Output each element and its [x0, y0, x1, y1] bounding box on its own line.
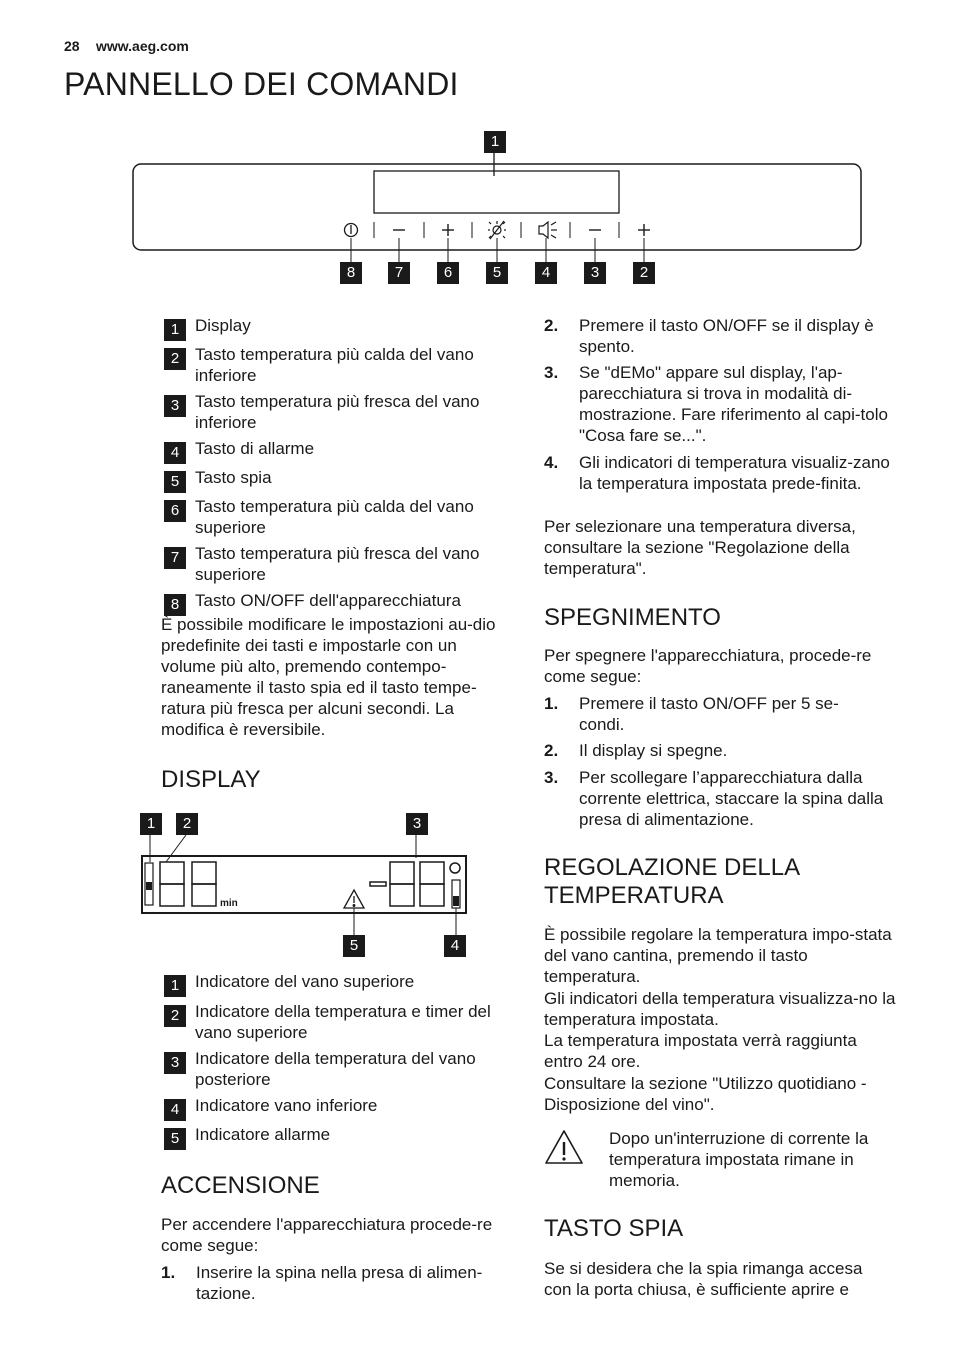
list-item — [544, 452, 896, 515]
legend-text: Display — [195, 316, 251, 335]
control-panel-diagram — [0, 0, 954, 300]
legend-text: Indicatore della temperatura e timer del vano superiore — [195, 1002, 491, 1042]
step-number: 1. — [161, 1263, 176, 1282]
light-icon — [488, 221, 506, 239]
step-text: Premere il tasto ON/OFF se il display è spento. — [579, 316, 874, 356]
regolazione-paragraph: Consultare la sezione "Utilizzo quotidiano - Disposizione del vino". — [544, 1074, 867, 1114]
callout-tag: 5 — [486, 262, 508, 284]
step-number: 4. — [544, 453, 559, 472]
spegnimento-intro: Per spegnere l'apparecchiatura, procede-re come segue: — [544, 646, 872, 686]
legend-number: 1 — [164, 975, 186, 997]
step-text: Se "dEMo" appare sul display, l'ap-parecchiatura si trova in modalità di-mostrazione. Fare riferimento al capi-tolo "Cosa fare se...". — [579, 363, 888, 445]
legend-text: Tasto spia — [195, 468, 272, 487]
legend-text: Indicatore del vano superiore — [195, 972, 415, 991]
step-text: Premere il tasto ON/OFF per 5 se-condi. — [579, 694, 839, 734]
callout-tag: 3 — [584, 262, 606, 284]
legend-text: Tasto ON/OFF dell'apparecchiatura — [195, 591, 461, 610]
callout-tag: 7 — [388, 262, 410, 284]
callout-tag: 6 — [437, 262, 459, 284]
legend-number: 3 — [164, 395, 186, 417]
header-url: www.aeg.com — [96, 38, 189, 54]
callout-tag: 8 — [340, 262, 362, 284]
heading-line: TEMPERATURA — [544, 882, 724, 909]
callout-tag: 1 — [140, 813, 162, 835]
regolazione-paragraph: La temperatura impostata verrà raggiunta entro 24 ore. — [544, 1031, 857, 1071]
legend-number: 6 — [164, 500, 186, 522]
callout-tag: 4 — [535, 262, 557, 284]
tasto-spia-paragraph: Se si desidera che la spia rimanga accesa con la porta chiusa, è sufficiente aprire e — [544, 1259, 863, 1299]
panel-note: È possibile modificare le impostazioni au-dio predefinite dei tasti e impostarle con un volume più alto, premendo contempo-raneamente il tasto spia ed il tasto tempe-ratura più fresca per alcuni secondi. La modifica è reversibile. — [161, 615, 496, 739]
section-heading-spegnimento: SPEGNIMENTO — [544, 604, 721, 631]
list-item — [544, 362, 896, 446]
legend-number: 5 — [164, 1128, 186, 1150]
list-item — [544, 693, 896, 735]
legend-number: 3 — [164, 1052, 186, 1074]
warning-icon — [544, 1128, 584, 1166]
step-text: Gli indicatori di temperatura visualiz-zano la temperatura impostata prede-finita. — [579, 453, 890, 493]
legend-text: Tasto di allarme — [195, 439, 315, 458]
legend-text: Tasto temperatura più fresca del vano superiore — [195, 544, 480, 584]
callout-tag: 5 — [343, 935, 365, 957]
section-heading-display: DISPLAY — [161, 766, 261, 793]
legend-text: Indicatore della temperatura del vano posteriore — [195, 1049, 476, 1089]
legend-number: 1 — [164, 319, 186, 341]
callout-tag: 1 — [484, 131, 506, 153]
alarm-mute-icon — [539, 222, 557, 238]
legend-number: 5 — [164, 471, 186, 493]
legend-number: 4 — [164, 442, 186, 464]
list-item — [161, 1262, 516, 1304]
heading-line: REGOLAZIONE DELLA — [544, 854, 801, 881]
list-item — [544, 767, 896, 830]
callout-tag: 4 — [444, 935, 466, 957]
callout-tag: 2 — [176, 813, 198, 835]
accensione-outro: Per selezionare una temperatura diversa, consultare la sezione "Regolazione della temperatura". — [544, 517, 856, 578]
step-text: Per scollegare l’apparecchiatura dalla corrente elettrica, staccare la spina dalla presa di alimentazione. — [579, 768, 884, 829]
unit-label: min — [220, 898, 238, 909]
callout-tag: 3 — [406, 813, 428, 835]
callout-tag: 2 — [633, 262, 655, 284]
legend-number: 4 — [164, 1099, 186, 1121]
list-item — [544, 315, 896, 357]
alarm-triangle-icon — [344, 890, 364, 908]
legend-text: Indicatore allarme — [195, 1125, 331, 1144]
power-icon — [345, 224, 358, 237]
step-number: 2. — [544, 741, 559, 760]
legend-number: 7 — [164, 547, 186, 569]
list-item — [544, 740, 896, 761]
step-text: Il display si spegne. — [579, 741, 728, 760]
legend-number: 2 — [164, 348, 186, 370]
legend-text: Indicatore vano inferiore — [195, 1096, 378, 1115]
step-number: 3. — [544, 768, 559, 787]
regolazione-paragraph: Gli indicatori della temperatura visualizza-no la temperatura impostata. — [544, 989, 896, 1029]
section-heading-regolazione — [544, 854, 896, 910]
section-heading-accensione: ACCENSIONE — [161, 1172, 320, 1199]
section-heading-tasto-spia: TASTO SPIA — [544, 1215, 684, 1242]
warning-text: Dopo un'interruzione di corrente la temperatura impostata rimane in memoria. — [609, 1129, 869, 1190]
step-number: 2. — [544, 316, 559, 335]
page-number: 28 — [64, 38, 80, 54]
legend-text: Tasto temperatura più fresca del vano inferiore — [195, 392, 480, 432]
step-text: Inserire la spina nella presa di alimen-tazione. — [196, 1263, 483, 1303]
legend-number: 2 — [164, 1005, 186, 1027]
legend-number: 8 — [164, 594, 186, 616]
page-title: PANNELLO DEI COMANDI — [64, 66, 459, 102]
regolazione-paragraph: È possibile regolare la temperatura impo-stata del vano cantina, premendo il tasto temperatura. — [544, 925, 892, 986]
legend-text: Tasto temperatura più calda del vano superiore — [195, 497, 474, 537]
step-number: 3. — [544, 363, 559, 382]
step-number: 1. — [544, 694, 559, 713]
legend-text: Tasto temperatura più calda del vano inferiore — [195, 345, 474, 385]
accensione-intro: Per accendere l'apparecchiatura procede-re come segue: — [161, 1215, 493, 1255]
